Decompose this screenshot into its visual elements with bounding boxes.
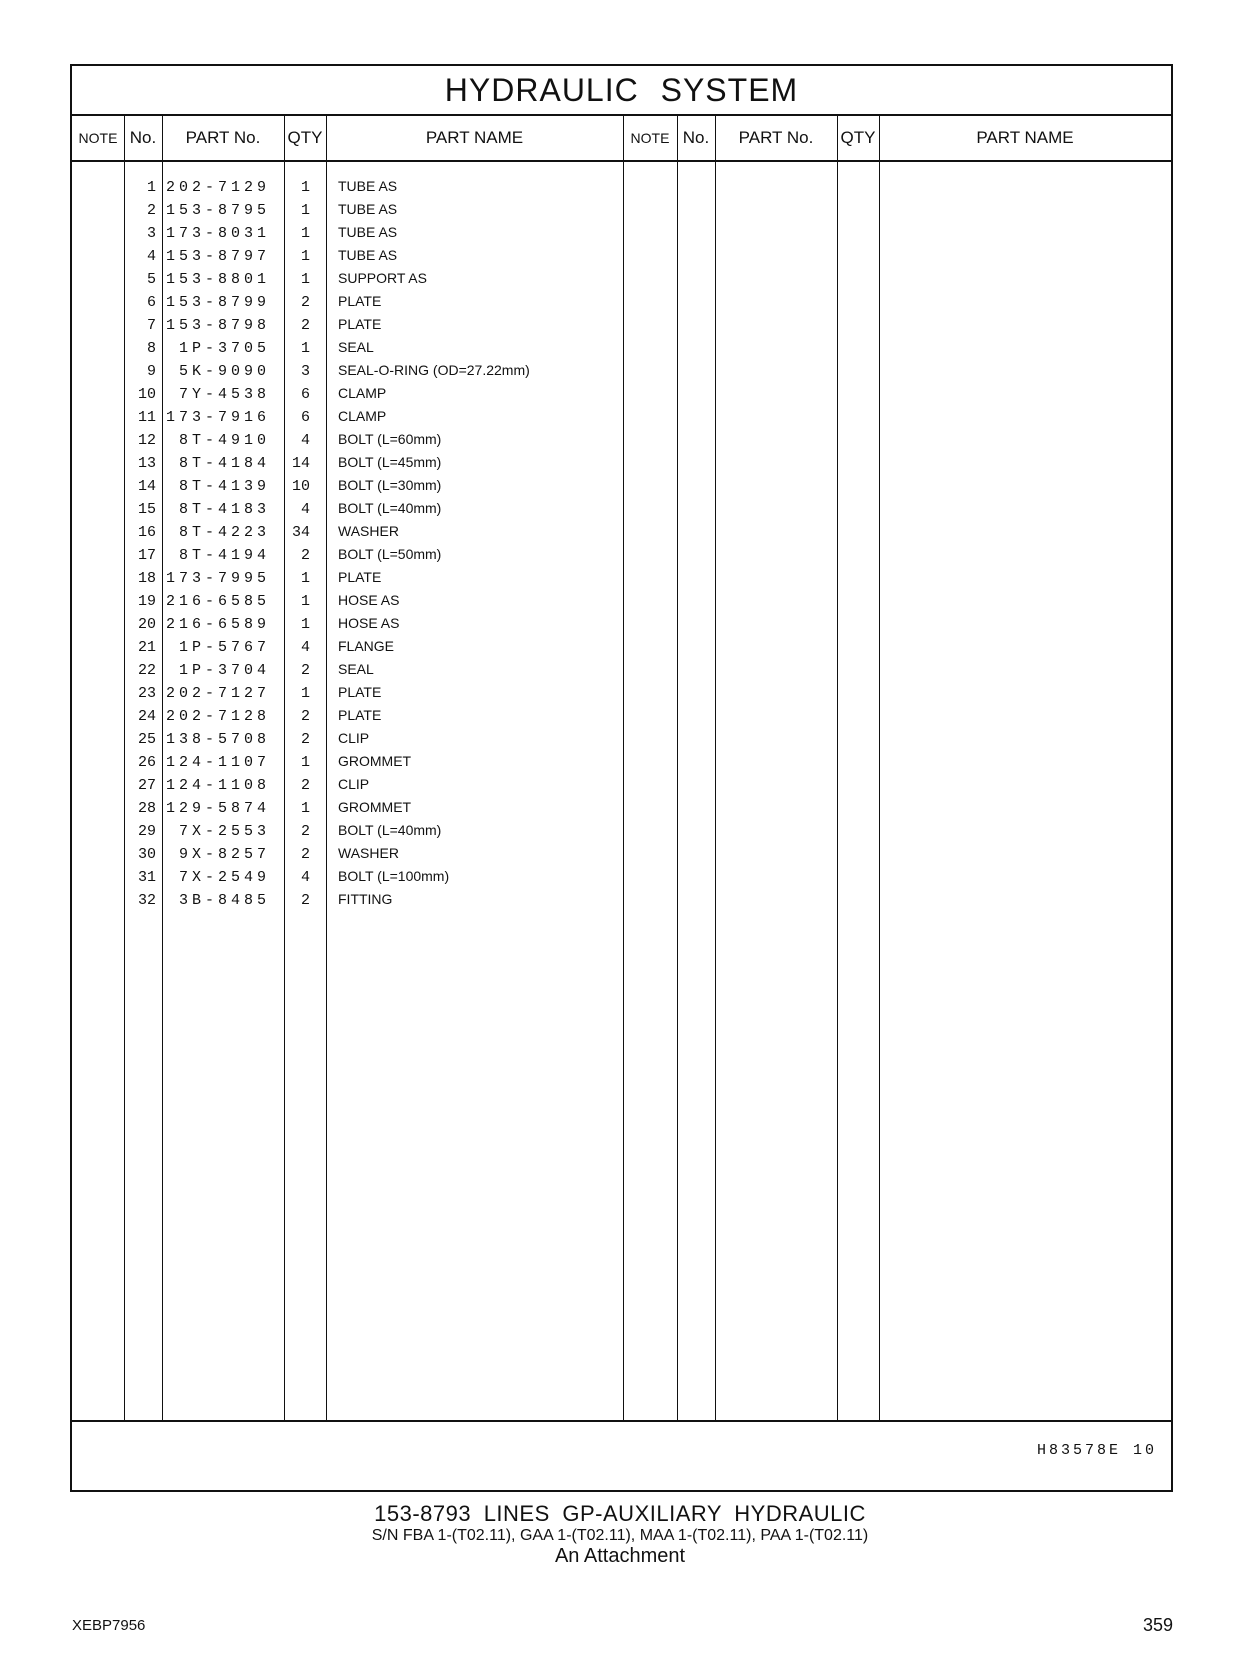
part-number: 7X-2553 (178, 823, 270, 840)
part-name: HOSE AS (338, 615, 400, 631)
part-number: 3B-8485 (178, 892, 270, 909)
quantity: 1 (300, 179, 310, 196)
table-row (72, 544, 632, 567)
quantity: 2 (300, 547, 310, 564)
table-row (72, 843, 632, 866)
part-name: WASHER (338, 523, 399, 539)
part-number: 1P-3704 (178, 662, 270, 679)
part-number: 153-8801 (165, 271, 270, 288)
item-number: 24 (137, 708, 156, 725)
table-bottom-divider (72, 1420, 1171, 1422)
item-number: 10 (137, 386, 156, 403)
part-number: 8T-4184 (178, 455, 270, 472)
quantity: 2 (300, 708, 310, 725)
part-name: HOSE AS (338, 592, 400, 608)
part-name: TUBE AS (338, 201, 398, 217)
parts-table-frame (70, 64, 1173, 1492)
item-number: 29 (137, 823, 156, 840)
table-row (72, 406, 632, 429)
part-number: 153-8799 (165, 294, 270, 311)
part-number: 8T-4910 (178, 432, 270, 449)
header-note-right: NOTE (623, 114, 677, 162)
table-row (72, 751, 632, 774)
part-name: BOLT (L=60mm) (338, 431, 442, 447)
table-row (72, 245, 632, 268)
part-number: 8T-4194 (178, 547, 270, 564)
quantity: 1 (300, 754, 310, 771)
quantity: 4 (300, 869, 310, 886)
part-name: GROMMET (338, 799, 412, 815)
column-divider (879, 114, 880, 1422)
table-row (72, 590, 632, 613)
part-number: 124-1107 (165, 754, 270, 771)
quantity: 1 (300, 340, 310, 357)
part-number: 173-7995 (165, 570, 270, 587)
part-number: 216-6589 (165, 616, 270, 633)
header-no-left: No. (124, 114, 162, 162)
group-title: 153-8793 LINES GP-AUXILIARY HYDRAULIC (374, 1501, 866, 1526)
item-number: 20 (137, 616, 156, 633)
table-row (72, 797, 632, 820)
item-number: 30 (137, 846, 156, 863)
part-number: 1P-3705 (178, 340, 270, 357)
item-number: 13 (137, 455, 156, 472)
part-number: 7Y-4538 (178, 386, 270, 403)
item-number: 28 (137, 800, 156, 817)
part-name: PLATE (338, 569, 382, 585)
section-title: HYDRAULIC SYSTEM (72, 66, 1171, 116)
part-name: CLIP (338, 730, 370, 746)
header-no-right: No. (677, 114, 715, 162)
part-number: 124-1108 (165, 777, 270, 794)
item-number: 31 (137, 869, 156, 886)
item-number: 11 (137, 409, 156, 426)
table-row (72, 383, 632, 406)
part-number: 153-8797 (165, 248, 270, 265)
item-number: 3 (146, 225, 156, 242)
quantity: 2 (300, 317, 310, 334)
item-number: 12 (137, 432, 156, 449)
part-name: FITTING (338, 891, 393, 907)
part-name: SEAL-O-RING (OD=27.22mm) (338, 362, 530, 378)
item-number: 2 (146, 202, 156, 219)
part-number: 129-5874 (165, 800, 270, 817)
table-row (72, 705, 632, 728)
part-name: BOLT (L=50mm) (338, 546, 442, 562)
part-number: 216-6585 (165, 593, 270, 610)
item-number: 32 (137, 892, 156, 909)
quantity: 1 (300, 248, 310, 265)
column-divider (715, 114, 716, 1422)
quantity: 1 (300, 685, 310, 702)
table-row (72, 452, 632, 475)
header-part-name-right: PART NAME (879, 114, 1171, 162)
quantity: 2 (300, 731, 310, 748)
quantity: 1 (300, 800, 310, 817)
quantity: 1 (300, 202, 310, 219)
part-number: 153-8798 (165, 317, 270, 334)
quantity: 4 (300, 501, 310, 518)
table-row (72, 774, 632, 797)
part-name: BOLT (L=100mm) (338, 868, 450, 884)
part-name: TUBE AS (338, 224, 398, 240)
header-part-no-left: PART No. (162, 114, 284, 162)
table-row (72, 728, 632, 751)
item-number: 7 (146, 317, 156, 334)
item-number: 23 (137, 685, 156, 702)
quantity: 1 (300, 593, 310, 610)
quantity: 1 (300, 225, 310, 242)
quantity: 10 (291, 478, 310, 495)
item-number: 6 (146, 294, 156, 311)
part-number: 173-7916 (165, 409, 270, 426)
part-name: GROMMET (338, 753, 412, 769)
table-row (72, 682, 632, 705)
table-row (72, 199, 632, 222)
table-row (72, 222, 632, 245)
part-name: BOLT (L=40mm) (338, 500, 442, 516)
column-divider (837, 114, 838, 1422)
serial-numbers: S/N FBA 1-(T02.11), GAA 1-(T02.11), MAA 1-(T02.11), PAA 1-(T02.11) (371, 1527, 869, 1544)
header-qty-left: QTY (284, 114, 326, 162)
item-number: 5 (146, 271, 156, 288)
item-number: 1 (146, 179, 156, 196)
item-number: 26 (137, 754, 156, 771)
part-name: PLATE (338, 707, 382, 723)
part-number: 138-5708 (165, 731, 270, 748)
item-number: 16 (137, 524, 156, 541)
quantity: 2 (300, 823, 310, 840)
part-name: CLAMP (338, 408, 387, 424)
part-name: PLATE (338, 293, 382, 309)
quantity: 1 (300, 616, 310, 633)
part-number: 1P-5767 (178, 639, 270, 656)
part-name: SUPPORT AS (338, 270, 427, 286)
part-number: 153-8795 (165, 202, 270, 219)
header-part-no-right: PART No. (715, 114, 837, 162)
part-number: 202-7127 (165, 685, 270, 702)
part-name: BOLT (L=40mm) (338, 822, 442, 838)
part-name: FLANGE (338, 638, 395, 654)
part-name: CLIP (338, 776, 370, 792)
table-row (72, 636, 632, 659)
part-name: SEAL (338, 339, 374, 355)
part-name: PLATE (338, 684, 382, 700)
quantity: 1 (300, 570, 310, 587)
quantity: 14 (291, 455, 310, 472)
item-number: 4 (146, 248, 156, 265)
part-name: PLATE (338, 316, 382, 332)
part-number: 202-7129 (165, 179, 270, 196)
table-row (72, 521, 632, 544)
part-number: 8T-4223 (178, 524, 270, 541)
item-number: 14 (137, 478, 156, 495)
page-number: 359 (1142, 1615, 1173, 1635)
part-name: BOLT (L=45mm) (338, 454, 442, 470)
quantity: 6 (300, 386, 310, 403)
table-row (72, 360, 632, 383)
table-row (72, 176, 632, 199)
quantity: 2 (300, 294, 310, 311)
table-row (72, 889, 632, 912)
quantity: 6 (300, 409, 310, 426)
item-number: 25 (137, 731, 156, 748)
part-number: 5K-9090 (178, 363, 270, 380)
part-number: 202-7128 (165, 708, 270, 725)
attachment-note: An Attachment (554, 1545, 686, 1567)
part-number: 7X-2549 (178, 869, 270, 886)
quantity: 4 (300, 639, 310, 656)
header-note-left: NOTE (72, 114, 124, 162)
table-row (72, 314, 632, 337)
table-row (72, 268, 632, 291)
part-name: SEAL (338, 661, 374, 677)
table-row (72, 659, 632, 682)
quantity: 2 (300, 662, 310, 679)
part-number: 8T-4139 (178, 478, 270, 495)
table-row (72, 866, 632, 889)
item-number: 19 (137, 593, 156, 610)
quantity: 4 (300, 432, 310, 449)
table-row (72, 429, 632, 452)
part-number: 8T-4183 (178, 501, 270, 518)
table-row (72, 291, 632, 314)
quantity: 2 (300, 777, 310, 794)
illustration-code: H83578E 10 (1036, 1442, 1157, 1459)
item-number: 18 (137, 570, 156, 587)
item-number: 9 (146, 363, 156, 380)
quantity: 1 (300, 271, 310, 288)
item-number: 22 (137, 662, 156, 679)
quantity: 2 (300, 846, 310, 863)
header-part-name-left: PART NAME (326, 114, 623, 162)
part-number: 173-8031 (165, 225, 270, 242)
table-row (72, 498, 632, 521)
part-name: TUBE AS (338, 178, 398, 194)
item-number: 15 (137, 501, 156, 518)
table-row (72, 613, 632, 636)
part-number: 9X-8257 (178, 846, 270, 863)
part-name: WASHER (338, 845, 399, 861)
table-row (72, 475, 632, 498)
item-number: 27 (137, 777, 156, 794)
column-divider (677, 114, 678, 1422)
part-name: TUBE AS (338, 247, 398, 263)
part-name: CLAMP (338, 385, 387, 401)
table-row (72, 567, 632, 590)
item-number: 21 (137, 639, 156, 656)
quantity: 3 (300, 363, 310, 380)
table-row (72, 820, 632, 843)
quantity: 2 (300, 892, 310, 909)
item-number: 8 (146, 340, 156, 357)
table-row (72, 337, 632, 360)
quantity: 34 (291, 524, 310, 541)
item-number: 17 (137, 547, 156, 564)
part-name: BOLT (L=30mm) (338, 477, 442, 493)
document-id: XEBP7956 (72, 1617, 146, 1634)
header-qty-right: QTY (837, 114, 879, 162)
